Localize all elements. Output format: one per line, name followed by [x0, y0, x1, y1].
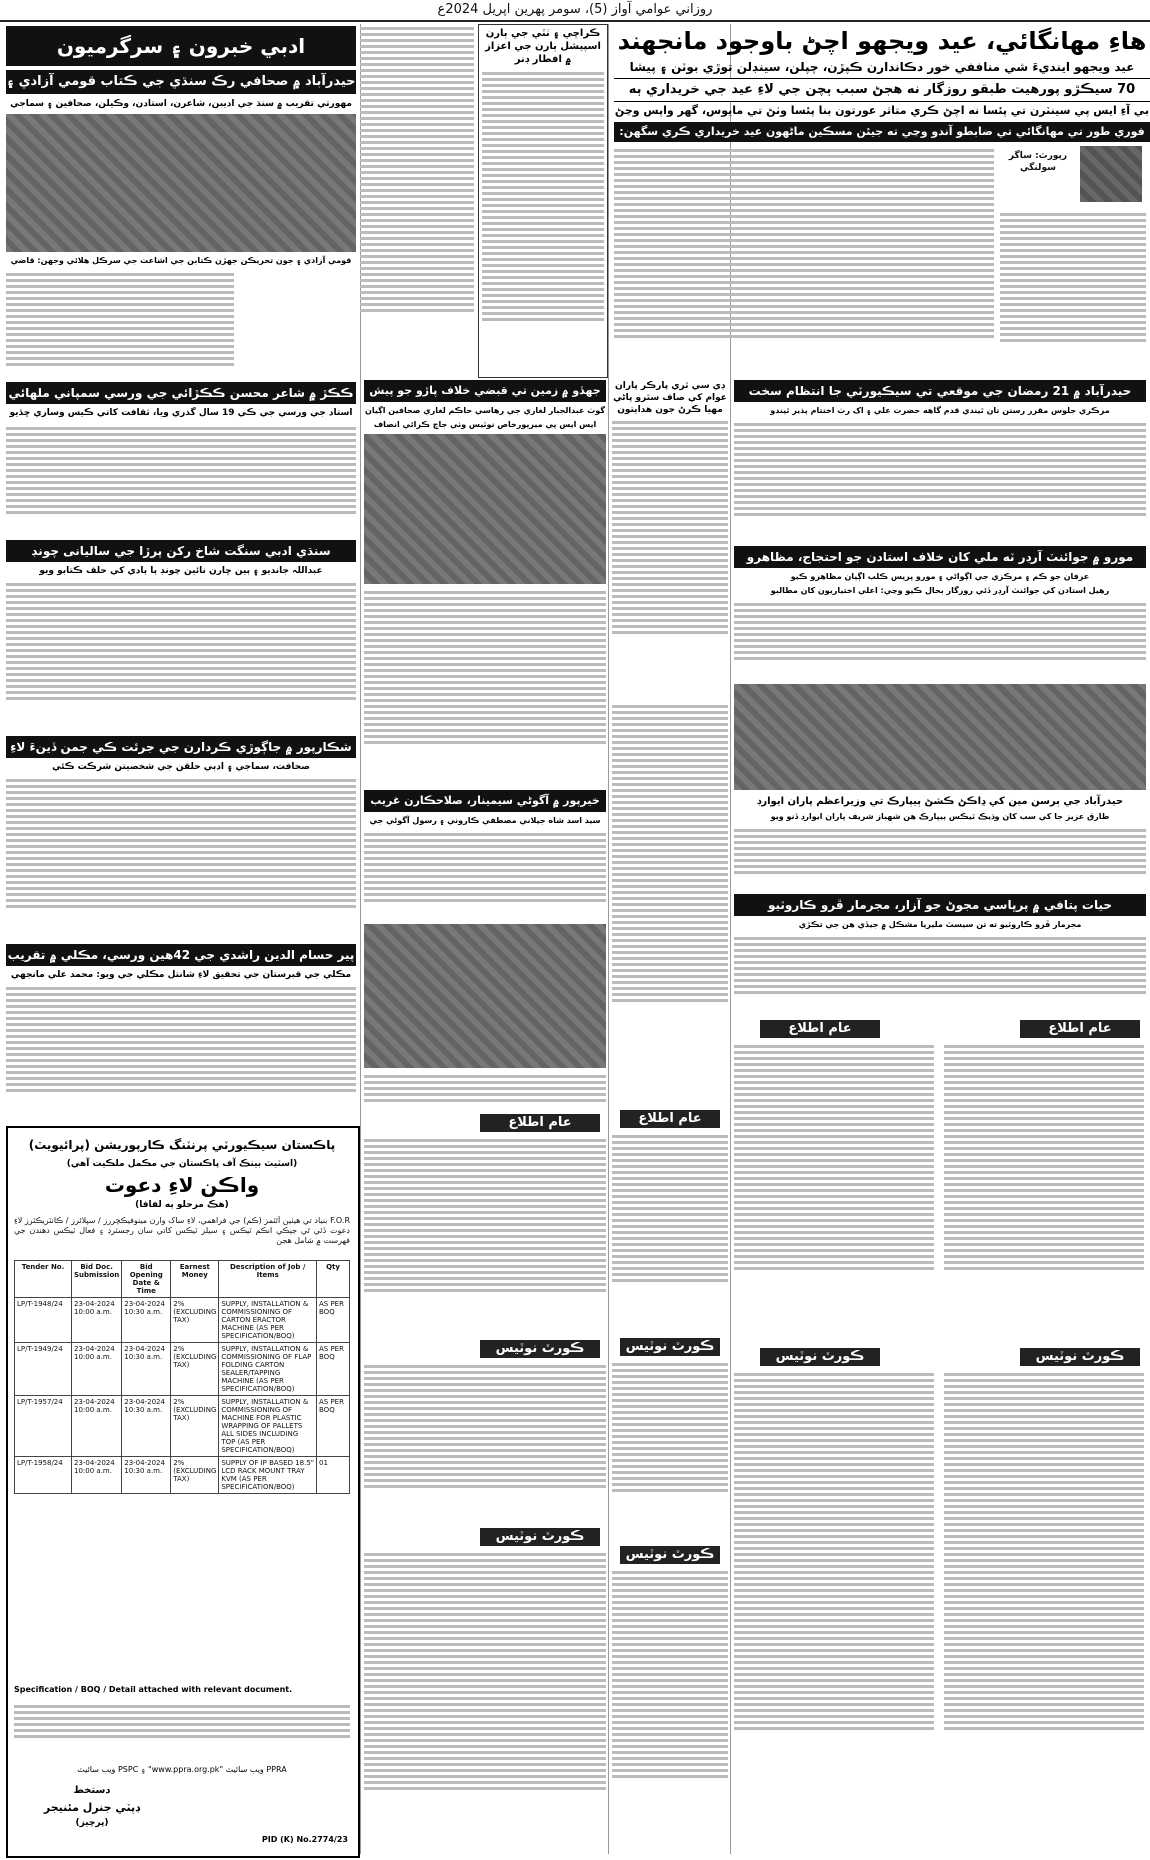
notice-body	[944, 1042, 1144, 1342]
table-row	[15, 1457, 350, 1494]
section-headline: ڊي سي ٿري پارڪر پاران عوام کي صاف سٿرو پاڻي مهيا ڪرڻ جون هدايتون	[613, 381, 727, 415]
table-cell: 23-04-2024 10:30 a.m.	[122, 1298, 171, 1343]
section-headline: حيدرآباد جي ٻرسن مين کي ڍاڪڻ ڪشڻ ٻيپارڪ تي وزيراعظم پاران ايوارڊ	[756, 796, 1124, 807]
table-cell: 01	[317, 1457, 350, 1494]
article-body	[1000, 210, 1146, 376]
event-photo	[6, 114, 356, 252]
table-cell: 2% (EXCLUDING TAX)	[171, 1457, 219, 1494]
notice-title: ڪورٽ نوٽيس	[480, 1528, 600, 1546]
sub-headline: مرڪزي جلوس مقرر رستن تان ٿيندي قدم گاهه حضرت علي ۽ اک رٺ اختتام پذير ٿيندو	[770, 406, 1110, 415]
news-box	[478, 24, 608, 378]
table-cell: AS PER BOQ	[317, 1298, 350, 1343]
article-body	[6, 984, 356, 1120]
sub-headline: فوري طور تي مھانگائي تي ضابطو آندو وڃي ته جيئن مسڪين ماڻهون عيد خريداري ڪري سگهن:	[614, 122, 1150, 142]
notice-title: ڪورٽ نوٽيس	[620, 1546, 720, 1564]
table-cell: 23-04-2024 10:00 a.m.	[72, 1457, 122, 1494]
article-body	[360, 24, 474, 376]
section-banner: ادبي خبرون ۽ سرگرميون	[6, 26, 356, 66]
section-headline: خيرپور ۾ آگوڻي سيمينار، صلاحڪارن غريب	[364, 790, 606, 812]
tender-subtitle: (هڪ مرحلو ٻه لفافا)	[135, 1200, 229, 1210]
tender-sign-title: دستخط	[73, 1785, 111, 1796]
notice-body	[612, 1132, 728, 1332]
article-body	[364, 830, 606, 920]
sub-headline: مڪلي جي قبرستان جي تحقيق لاءِ شانتل مڪلي جي ويو: محمد علي مانجهي	[10, 970, 352, 980]
table-cell: LP/T-1958/24	[15, 1457, 72, 1494]
table-cell: 23-04-2024 10:00 a.m.	[72, 1396, 122, 1457]
table-cell: SUPPLY OF IP BASED 18.5" LCD RACK MOUNT TRAY KVM (AS PER SPECIFICATION/BOQ)	[219, 1457, 317, 1494]
protest-photo	[734, 684, 1146, 790]
tender-sign-name: ڊپٽي جنرل مئنيجر	[43, 1801, 141, 1814]
article-body	[6, 776, 356, 936]
article-body	[612, 418, 728, 698]
notice-title: ڪورٽ نوٽيس	[1020, 1348, 1140, 1366]
article-body	[734, 826, 1146, 890]
notice-body	[612, 1568, 728, 1854]
main-headline: ھاءِ مھانگائي، عيد ويجھو اچڻ باوجود مانجھند	[617, 27, 1147, 55]
table-header: Tender No.	[15, 1261, 72, 1298]
table-header: Description of Job / Items	[219, 1261, 317, 1298]
tender-org-sub: (اسٽيٽ بينڪ آف پاڪستان جي مڪمل ملڪيت آهي)	[66, 1159, 298, 1169]
table-header: Qty	[317, 1261, 350, 1298]
article-body	[612, 702, 728, 1102]
table-cell: 23-04-2024 10:00 a.m.	[72, 1343, 122, 1396]
sub-headline: مھورتي تقريب ۾ سنڌ جي اديبن، شاعرن، استادن، وڪيلن، صحافين ۽ سماجي	[10, 99, 352, 109]
notice-body	[364, 1136, 606, 1336]
tender-title: واڪن لاءِ دعوت	[104, 1173, 260, 1197]
sub-headline: رهيل استادن کي جوائنٽ آرڊر ڏئي روزگار بحال ڪيو وڃي: اعلي اختياريون کان مطالبو	[770, 586, 1110, 595]
protest-photo	[364, 434, 606, 584]
event-photo	[364, 924, 606, 1068]
tender-sign-dept: (پرچيز)	[75, 1818, 109, 1828]
article-body	[614, 146, 994, 376]
sub-headline: عيد ويجھو اينديءَ شي مناففي خور دڪاندارن ڪپڙن، چپلن، سينڊلن توڙي بوٽن ۽ پيشا	[629, 60, 1135, 74]
table-header: Bid Doc. Submission	[72, 1261, 122, 1298]
photo-caption: قومي آزادي ۽ جون تحريڪن جھڙن ڪتابن جي اشاعت جي سرڪل هلائي وجهن: قاضي	[10, 256, 352, 265]
notice-title: ڪورٽ نوٽيس	[620, 1338, 720, 1356]
article-body	[734, 934, 1146, 1014]
notice-title: عام اطلاع	[480, 1114, 600, 1132]
table-cell: 23-04-2024 10:00 a.m.	[72, 1298, 122, 1343]
reporter-credit: رپورٽ: ساگر سولنگي	[1008, 151, 1068, 173]
notice-title: عام اطلاع	[760, 1020, 880, 1038]
article-body	[6, 270, 234, 380]
masthead: روزاني عوامي آواز (5)، سومر پهرين اپريل 2024ع	[0, 0, 1150, 22]
tender-table	[14, 1260, 350, 1494]
section-headline: سنڌي ادبي سنگت شاخ رکن پرڙا جي ساليانی چونڊ	[6, 540, 356, 562]
tender-pid: PID (K) No.2774/23	[261, 1835, 348, 1844]
column-divider	[608, 24, 609, 1854]
table-cell: 2% (EXCLUDING TAX)	[171, 1343, 219, 1396]
sub-headline: عرفان جو ڪم ۽ مرڪزي جي اڳواڻي ۽ مورو پريس ڪلب اڳيان مظاهرو ڪيو	[790, 572, 1090, 581]
table-cell: 23-04-2024 10:30 a.m.	[122, 1396, 171, 1457]
table-row	[15, 1343, 350, 1396]
section-headline: جهڏو ۾ زمين تي قبضي خلاف پاڙو جو پيش	[364, 380, 606, 402]
section-headline: حيدرآباد ۾ 21 رمضان جي موقعي تي سيڪيورٽي جا انتظام سخت	[734, 380, 1146, 402]
article-body	[734, 600, 1146, 680]
section-headline: مورو ۾ جوائنٽ آرڊر ٽه ملي کان خلاف استادن جو احتجاج، مظاهرو	[734, 546, 1146, 568]
notice-body	[734, 1370, 934, 1854]
box-headline: ڪراچي ۽ ٺٽي جي ٻارن اسپيشل ٻارن جي اعزاز ۾ افطار ڊنر	[485, 28, 601, 65]
sub-headline: عبداللہ جانديو ۽ ٻين ڇارن نائين چونڊ ٻا ٻادي کي حلف ڪتابو ويو	[39, 566, 323, 576]
tender-intro: F.O.R بنياد تي هيٺين آئٽمز (ڪم) جي فراهمي، لاءِ ساک وارن مينوفيڪچررز / سپلائرز / ڪانٽريڪٽرز لاءِ دعوت ڏئي ٿي جيڪي انڪم ٽيڪس ۽ سيلز ٽيڪس کاتي سان رجسٽرڊ ۽ فعال ٽيڪس دهندن جي فهرست ۾ شامل هجن	[14, 1216, 350, 1245]
tender-terms	[14, 1702, 350, 1762]
table-cell: 23-04-2024 10:30 a.m.	[122, 1457, 171, 1494]
article-body	[6, 424, 356, 534]
tender-org: پاڪستان سيڪيورٽي پرنٽنگ ڪارپوريشن (پرائيويٽ)	[28, 1138, 336, 1152]
article-body	[6, 580, 356, 730]
table-cell: AS PER BOQ	[317, 1343, 350, 1396]
table-row	[15, 1396, 350, 1457]
article-body	[734, 420, 1146, 540]
notice-body	[612, 1360, 728, 1540]
reporter-photo	[1080, 146, 1142, 202]
notice-title: ڪورٽ نوٽيس	[760, 1348, 880, 1366]
tender-notice	[6, 1126, 360, 1858]
sub-headline: طارق عزيز جا کي سب کان وڌيڪ ٽيڪس ٻيپارڪ هن شهباز شريف پاران ايوارڊ ڏنو ويو	[770, 812, 1110, 821]
notice-title: عام اطلاع	[620, 1110, 720, 1128]
section-headline: حيدرآباد ۾ صحافي رڪ سنڌي جي ڪتاب قومي آزادي ۽	[6, 70, 356, 94]
article-body	[482, 69, 604, 373]
table-cell: 2% (EXCLUDING TAX)	[171, 1298, 219, 1343]
table-row	[15, 1298, 350, 1343]
table-cell: 23-04-2024 10:30 a.m.	[122, 1343, 171, 1396]
sub-headline: 70 سيڪڙو پورهيت طبقو روزگار نه هجڻ سبب ٻچن جي لاءِ عيد جي خريداري ٻه	[614, 78, 1150, 102]
section-headline: پير حسام الدين راشدي جي 42هين ورسي، مڪلي ۾ تقريب	[6, 944, 356, 966]
sub-headline: استاد جي ورسي جي ڪي 19 سال گذري ويا، ثقافت کاتي ڪيس وساري ڇڏيو	[9, 408, 353, 418]
table-cell: LP/T-1949/24	[15, 1343, 72, 1396]
article-body	[364, 1072, 606, 1112]
table-cell: SUPPLY, INSTALLATION & COMMISSIONING OF FLAP FOLDING CARTON SEALER/TAPPING MACHINE (AS PER SPECIFICATION/BOQ)	[219, 1343, 317, 1396]
notice-title: عام اطلاع	[1020, 1020, 1140, 1038]
sub-headline: ايس ايس پي ميرپورخاص نوٽيس وٺي جاچ ڪرائي انصاف	[373, 420, 597, 429]
table-header: Earnest Money	[171, 1261, 219, 1298]
section-headline: حيات پتافي ۾ پرڀاسي مجوڻ جو آزار، مجرمار ڦرو ڪاروٽيو	[734, 894, 1146, 916]
sub-headline: صحافت، سماجي ۽ ادبي حلقن جي شخصيتن شرڪت ڪئي	[52, 762, 310, 772]
table-cell: AS PER BOQ	[317, 1396, 350, 1457]
tender-website: PPRA ويب سائيٽ "www.ppra.org.pk" ۽ PSPC ويب سائيٽ	[77, 1765, 287, 1774]
table-cell: LP/T-1957/24	[15, 1396, 72, 1457]
section-headline: ڪڪڙ ۾ شاعر محسن ڪڪڙائي جي ورسي سمپاني ملهائي	[6, 382, 356, 404]
table-cell: SUPPLY, INSTALLATION & COMMISSIONING OF CARTON ERACTOR MACHINE (AS PER SPECIFICATION/BOQ)	[219, 1298, 317, 1343]
sub-headline: سيد اسد شاه جيلاني مصطفي ڪاروني ۽ رسول آگوڻي جي	[369, 816, 601, 825]
table-cell: LP/T-1948/24	[15, 1298, 72, 1343]
sub-headline: گوٺ عبدالجبار لغاري جي رهاسي حاڪم لغاري صحافين اڳيان	[365, 406, 605, 415]
sub-headline: مجرمار ڦرو ڪاروٽيو ته تن سيسٽ مليريا مشڪل ۾ جيڏي هن جي تڪڙي	[798, 920, 1082, 929]
notice-body	[364, 1362, 606, 1522]
table-cell: SUPPLY, INSTALLATION & COMMISSIONING OF MACHINE FOR PLASTIC WRAPPING OF PALLETS ALL SIDES INCLUDING TOP (AS PER SPECIFICATION/BOQ)	[219, 1396, 317, 1457]
section-headline: شڪارپور ۾ جاڳوڙي ڪردارن جي جرئت ڪي جمن ڏينءَ لاءِ	[6, 736, 356, 758]
sub-headline: بي آءِ ايس پي سينٽرن تي پئسا نه اچڻ ڪري متاثر عورتون بنا پئسا وٺڻ تي مايوس، گهر واپس وڃڻ	[614, 104, 1150, 117]
tender-spec-note: Specification / BOQ / Detail attached with relevant document.	[14, 1685, 293, 1694]
notice-body	[364, 1550, 606, 1854]
notice-body	[944, 1370, 1144, 1854]
table-cell: 2% (EXCLUDING TAX)	[171, 1396, 219, 1457]
notice-body	[734, 1042, 934, 1342]
article-body	[364, 588, 606, 784]
table-header: Bid Opening Date & Time	[122, 1261, 171, 1298]
notice-title: ڪورٽ نوٽيس	[480, 1340, 600, 1358]
